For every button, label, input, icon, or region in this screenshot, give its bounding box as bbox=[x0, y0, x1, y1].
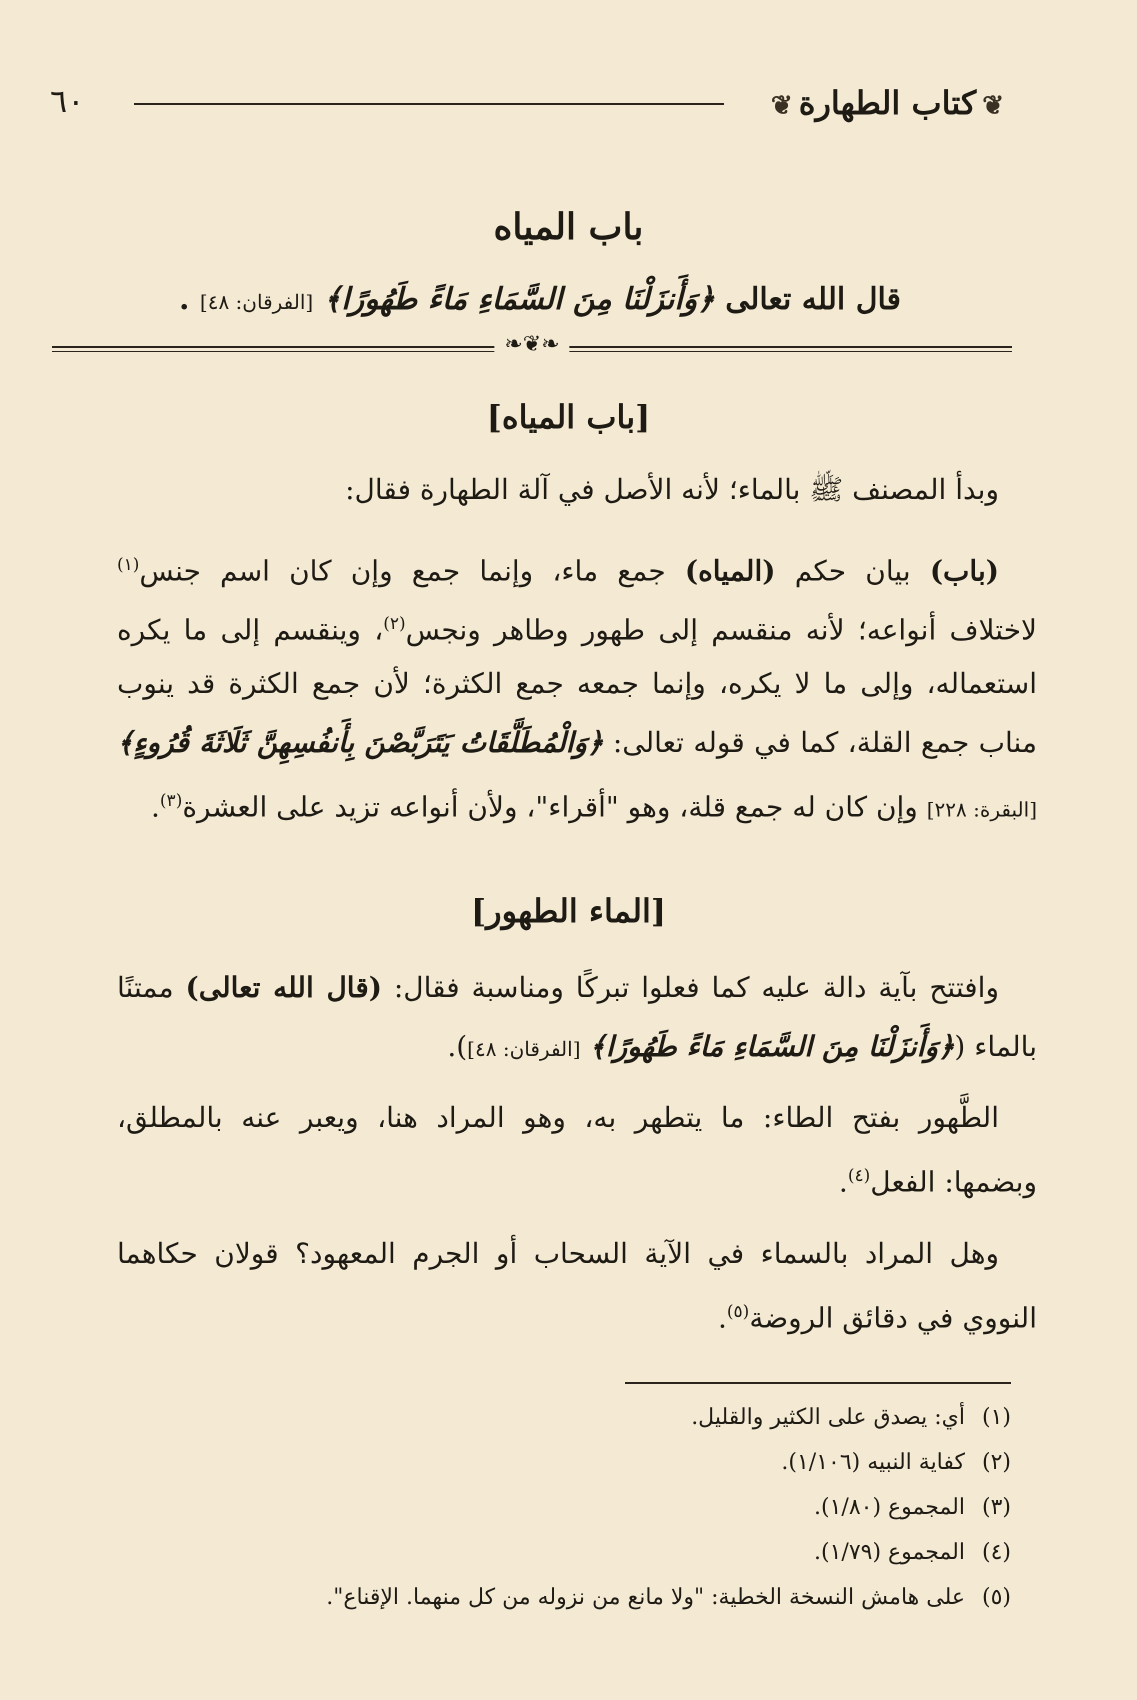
divider-ornament-icon: ❧❦❧ bbox=[494, 332, 569, 357]
text-line: [البقرة: ٢٢٨] وإن كان له جمع قلة، وهو "أقراء"، ولأن أنواعه تزيد على العشرة$^{(٣)}$. bbox=[151, 790, 1037, 824]
section-heading-water: [باب المياه] bbox=[486, 398, 651, 436]
running-header bbox=[50, 78, 1010, 128]
text-line: وبدأ المصنف ﷺ بالماء؛ لأنه الأصل في آلة الطهارة فقال: bbox=[345, 473, 999, 506]
footnote: (٤)المجموع (١/٧٩). bbox=[814, 1540, 1011, 1565]
verse-reference: [الفرقان: ٤٨] bbox=[467, 1037, 581, 1061]
verse-reference: [البقرة: ٢٢٨] bbox=[926, 797, 1037, 822]
text-line: وافتتح بآية دالة عليه كما فعلوا تبركًا ومناسبة فقال: (قال الله تعالى) ممتنًا bbox=[117, 971, 999, 1004]
quran-verse: ﴿وَأَنزَلْنَا مِنَ السَّمَاءِ مَاءً طَهُورًا﴾ bbox=[589, 1030, 955, 1063]
chapter-title: باب المياه bbox=[493, 206, 644, 248]
footnote-marker: (٤) bbox=[847, 1166, 871, 1186]
footnote-marker: (٢) bbox=[383, 614, 406, 634]
quran-verse: ﴿وَأَنزَلْنَا مِنَ السَّمَاءِ مَاءً طَهُورًا﴾ bbox=[323, 282, 715, 317]
text-line: وهل المراد بالسماء في الآية السحاب أو الجرم المعهود؟ قولان حكاهما bbox=[117, 1237, 999, 1270]
text-line: النووي في دقائق الروضة$^{(٥)}$. bbox=[717, 1301, 1037, 1335]
text-line: وبضمها: الفعل$^{(٤)}$. bbox=[838, 1165, 1037, 1199]
footnote: (٥)على هامش النسخة الخطية: "ولا مانع من نزوله من كل منهما. الإقناع". bbox=[326, 1585, 1011, 1610]
text-line: استعماله، وإلى ما لا يكره، وإنما جمعه جمع الكثرة؛ لأن جمع الكثرة قد ينوب bbox=[117, 667, 1037, 700]
footnote: (١)أي: يصدق على الكثير والقليل. bbox=[691, 1405, 1011, 1430]
verse-reference: [الفرقان: ٤٨] bbox=[199, 290, 314, 314]
footnote-separator bbox=[625, 1382, 1011, 1384]
book-title: ❦كتاب الطهارة❦ bbox=[770, 84, 1004, 122]
footnote: (٢)كفاية النبيه (١/١٠٦). bbox=[781, 1450, 1011, 1475]
page-number: ٦٠ bbox=[50, 82, 85, 120]
text-line: بالماء (﴿وَأَنزَلْنَا مِنَ السَّمَاءِ مَاءً طَهُورًا﴾ [الفرقان: ٤٨]). bbox=[447, 1030, 1037, 1063]
footnote-marker: (١) bbox=[117, 555, 140, 575]
header-rule bbox=[134, 103, 724, 105]
text-line: مناب جمع القلة، كما في قوله تعالى: ﴿وَالْمُطَلَّقَاتُ يَتَرَبَّصْنَ بِأَنفُسِهِنَّ ثَلَاثَةَ قُرُوءٍ﴾ bbox=[117, 726, 1037, 759]
ornament-right-icon: ❦ bbox=[982, 91, 1004, 121]
quran-verse: ﴿وَالْمُطَلَّقَاتُ يَتَرَبَّصْنَ بِأَنفُسِهِنَّ ثَلَاثَةَ قُرُوءٍ﴾ bbox=[117, 726, 604, 759]
footnote-marker: (٣) bbox=[159, 791, 183, 811]
section2-body bbox=[117, 958, 1037, 1342]
text-line: (باب) بيان حكم (المياه) جمع ماء، وإنما جمع وإن كان اسم جنس$^{(١)}$ bbox=[117, 554, 999, 588]
ornament-left-icon: ❦ bbox=[770, 91, 793, 121]
title-divider bbox=[52, 332, 1012, 360]
text-line: الطَّهور بفتح الطاء: ما يتطهر به، وهو المراد هنا، ويعبر عنه بالمطلق، bbox=[117, 1101, 999, 1134]
chapter-verse: قال الله تعالى ﴿وَأَنزَلْنَا مِنَ السَّمَاءِ مَاءً طَهُورًا﴾ [الفرقان: ٤٨] . bbox=[178, 282, 901, 317]
section1-body bbox=[117, 460, 1037, 831]
text-line: لاختلاف أنواعه؛ لأنه منقسم إلى طهور وطاهر ونجس$^{(٢)}$، وينقسم إلى ما يكره bbox=[117, 613, 1037, 647]
footnote: (٣)المجموع (١/٨٠). bbox=[814, 1495, 1011, 1520]
footnotes bbox=[111, 1395, 1011, 1620]
section-heading-pure-water: [الماء الطهور] bbox=[471, 892, 666, 930]
footnote-marker: (٥) bbox=[726, 1302, 750, 1322]
